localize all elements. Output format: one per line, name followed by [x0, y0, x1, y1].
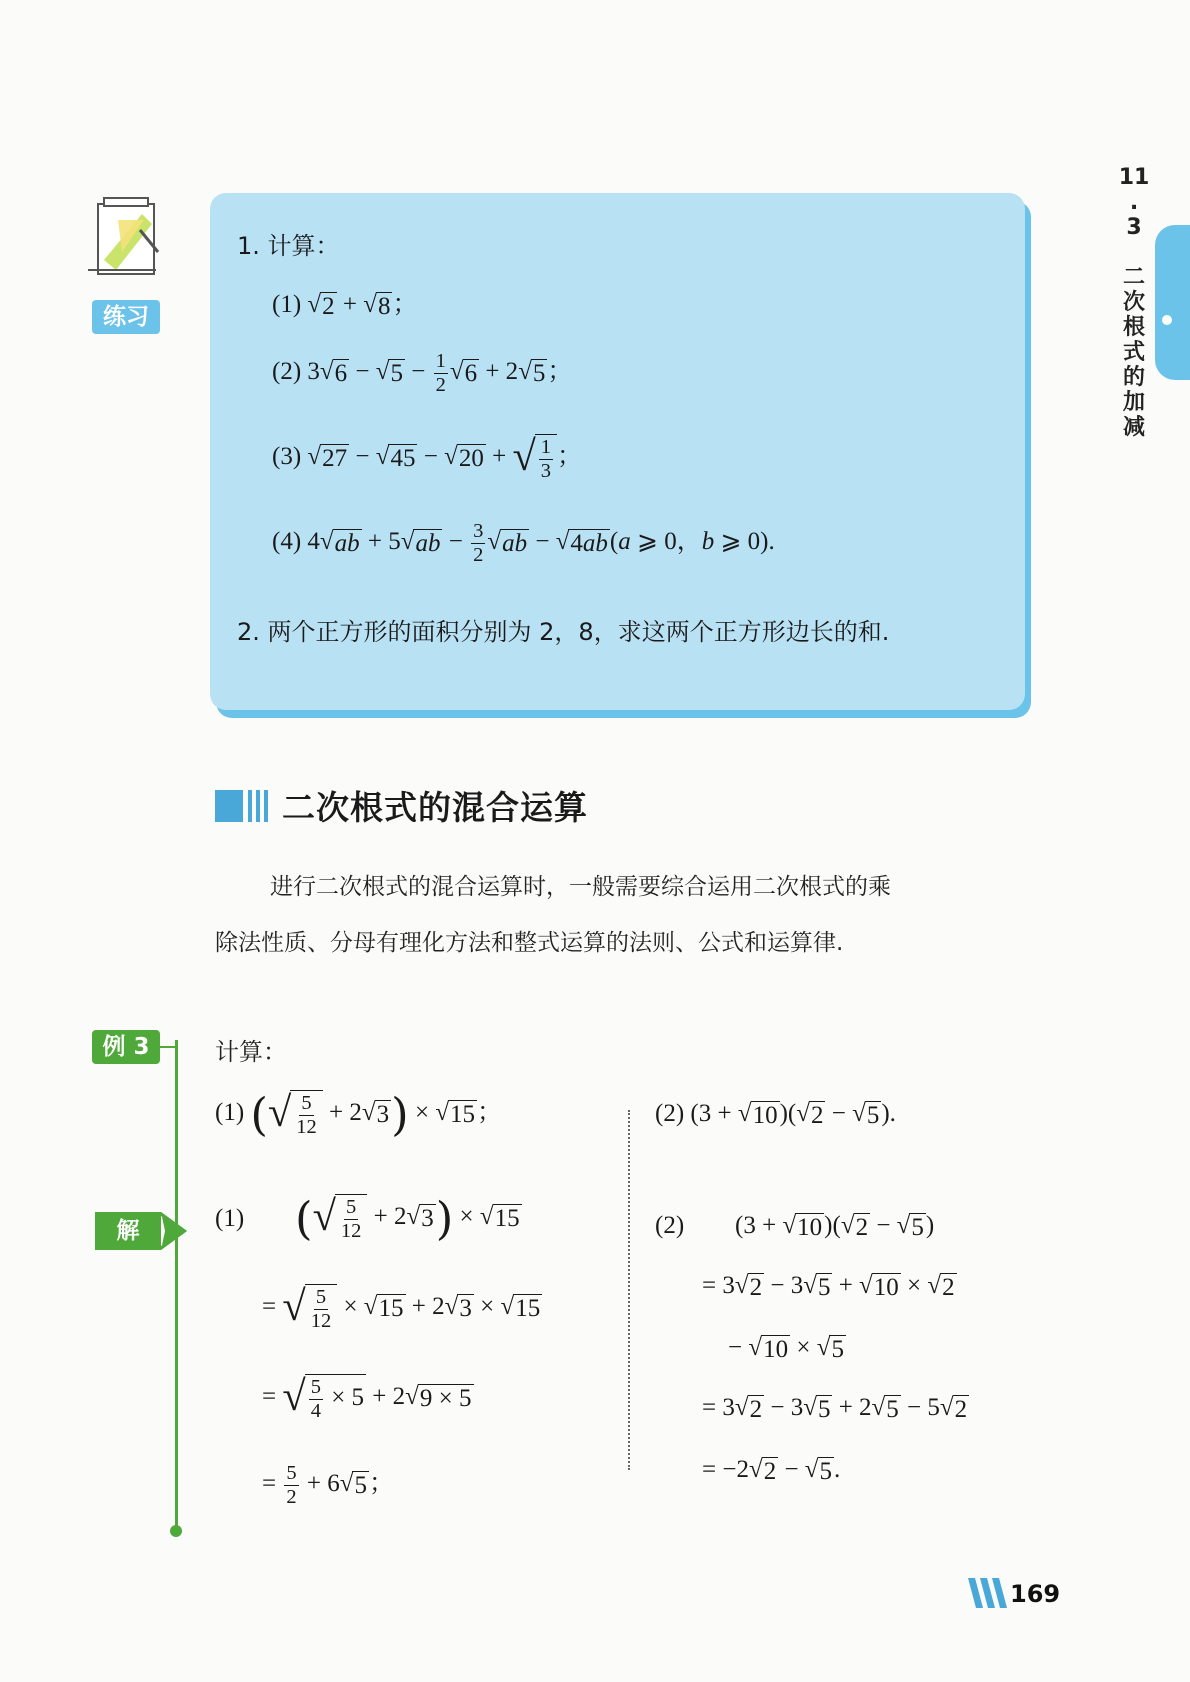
practice-label: 练习 — [92, 300, 160, 334]
section-paragraph-line1: 进行二次根式的混合运算时，一般需要综合运用二次根式的乘 — [270, 874, 891, 900]
section-stripe — [248, 790, 252, 822]
solution1-step2: = √ $\frac{5}{12}$ × √ 15 + 2 √ 3 × √ 15 — [262, 1283, 541, 1332]
chapter-side-tab — [1155, 225, 1190, 380]
practice-q1-item2: (2) 3 √ 6 − √ 5 − $\frac{1}{2}$ √ 6 + 2 √ 5 ； — [272, 350, 573, 396]
example-problem1: (1) ( √ $\frac{5}{12}$ + 2 √ 3 ) × √ 15 ； — [215, 1088, 503, 1141]
example-connector — [160, 1046, 176, 1048]
practice-q2: 2. 两个正方形的面积分别为 2，8，求这两个正方形边长的和. — [237, 618, 890, 646]
solution2-step4: = 3 √ 2 − 3 √ 5 + 2 √ 5 − 5 √ 2 — [702, 1394, 968, 1424]
section-marker — [215, 790, 243, 822]
solution-label: 解 — [116, 1218, 140, 1244]
section-paragraph-line2: 除法性质、分母有理化方法和整式运算的法则、公式和运算律. — [215, 930, 844, 956]
section-stripe — [264, 790, 268, 822]
page-number: 169 — [1010, 1580, 1061, 1608]
section-stripe — [256, 790, 260, 822]
solution2-step1: (3 + √ 10 )( √ 2 − √ 5 ) — [735, 1212, 935, 1242]
example-label: 例 3 — [92, 1030, 160, 1064]
example-end-dot — [170, 1525, 182, 1537]
example-prompt: 计算： — [215, 1038, 287, 1066]
chapter-num: 11 . 3 — [1118, 165, 1150, 240]
side-tab-dot — [1162, 315, 1172, 325]
chapter-name: 二 次 根 式 的 加 减 — [1122, 265, 1145, 440]
solution2-step5: = −2 √ 2 − √ 5 . — [702, 1456, 841, 1486]
solution2-step3: − √ 10 × √ 5 — [728, 1334, 844, 1364]
solution2-label: (2) — [655, 1212, 685, 1239]
page-number-stripes — [968, 1578, 1012, 1614]
solution2-step2: = 3 √ 2 − 3 √ 5 + √ 10 × √ 2 — [702, 1272, 955, 1302]
solution1-label: (1) — [215, 1205, 245, 1232]
example-vertical-line — [175, 1040, 178, 1528]
column-divider — [628, 1110, 630, 1470]
solution1-step3: = √ $\frac{5}{4}$ × 5 + 2 √ 9 × 5 — [262, 1373, 472, 1422]
solution1-step4: = $\frac{5}{2}$ + 6 √ 5 ； — [262, 1462, 394, 1508]
practice-q1-item1: (1) √ 2 + √ 8 ； — [272, 291, 418, 321]
practice-q1-item3: (3) √ 27 − √ 45 − √ 20 + √ $\frac{1}{3}$ ； — [272, 433, 583, 482]
chapter-title — [1114, 165, 1154, 440]
practice-icon — [82, 190, 172, 290]
practice-q1-title: 1. 计算： — [237, 232, 340, 260]
practice-q1-item4: (4) 4 √ ab + 5 √ ab − $\frac{3}{2}$ √ ab − √ 4ab (a ⩾ 0，b ⩾ 0). — [272, 520, 775, 566]
section-title: 二次根式的混合运算 — [282, 788, 588, 827]
example-problem2: (2) (3 + √ 10 )( √ 2 − √ 5 ). — [655, 1100, 896, 1130]
solution1-step1: ( √ $\frac{5}{12}$ + 2 √ 3 ) × √ 15 — [295, 1192, 520, 1245]
